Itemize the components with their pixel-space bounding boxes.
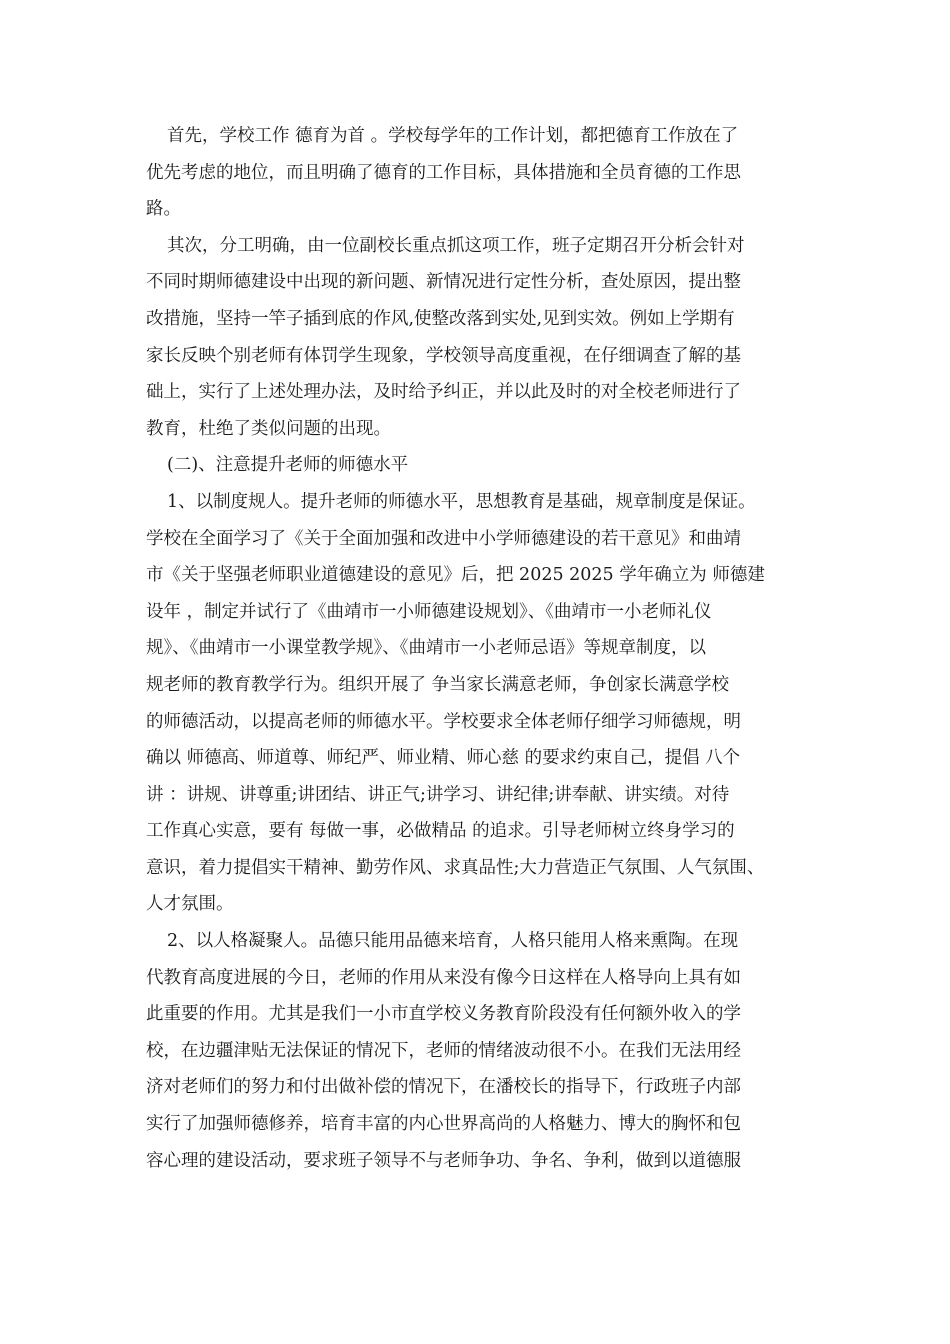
paragraph-line: 意识，着力提倡实干精神、勤劳作风、求真品性;大力营造正气氛围、人气氛围、 <box>146 857 765 878</box>
paragraph-line: 规》、《曲靖市一小课堂教学规》、《曲靖市一小老师忌语》等规章制度，以 <box>146 638 706 659</box>
paragraph-line: 学校在全面学习了《关于全面加强和改进中小学师德建设的若干意见》和曲靖 <box>146 528 741 549</box>
paragraph-line: 的师德活动，以提高老师的师德水平。学校要求全体老师仔细学习师德规，明 <box>146 711 741 732</box>
paragraph-line: 2、以人格凝聚人。品德只能用品德来培育，人格只能用人格来熏陶。在现 <box>167 931 739 952</box>
section-heading: (二)、注意提升老师的师德水平 <box>167 455 409 476</box>
paragraph-line: 改措施，坚持一竿子插到底的作风,使整改落到实处,见到实效。例如上学期有 <box>146 308 735 329</box>
paragraph-line: 讲 ：讲规、讲尊重;讲团结、讲正气;讲学习、讲纪律;讲奉献、讲实绩。对待 <box>146 784 730 805</box>
paragraph-line: 校，在边疆津贴无法保证的情况下，老师的情绪波动很不小。在我们无法用经 <box>146 1040 741 1061</box>
paragraph-line: 规老师的教育教学行为。组织开展了 争当家长满意老师，争创家长满意学校 <box>146 674 730 695</box>
paragraph-line: 工作真心实意，要有 每做一事，必做精品 的追求。引导老师树立终身学习的 <box>146 821 735 842</box>
paragraph-line: 人才氛围。 <box>146 894 234 915</box>
paragraph-line: 济对老师们的努力和付出做补偿的情况下，在潘校长的指导下，行政班子内部 <box>146 1077 741 1098</box>
paragraph-line: 确以 师德高、师道尊、师纪严、师业精、师心慈 的要求约束自己，提倡 八个 <box>146 748 741 769</box>
document-body <box>146 118 826 1179</box>
paragraph-line: 教育，杜绝了类似问题的出现。 <box>146 418 391 439</box>
paragraph-line: 不同时期师德建设中出现的新问题、新情况进行定性分析，查处原因，提出整 <box>146 272 741 293</box>
paragraph-line: 首先，学校工作 德育为首 。学校每学年的工作计划，都把德育工作放在了 <box>167 126 739 146</box>
paragraph-line: 此重要的作用。尤其是我们一小市直学校义务教育阶段没有任何额外收入的学 <box>146 1004 741 1025</box>
paragraph-line: 1、以制度规人。提升老师的师德水平，思想教育是基础，规章制度是保证。 <box>167 491 756 512</box>
paragraph-line: 市《关于坚强老师职业道德建设的意见》后，把 2025 2025 学年确立为 师德建 <box>146 565 765 586</box>
paragraph-line: 优先考虑的地位，而且明确了德育的工作目标，具体措施和全员育德的工作思 <box>146 162 741 183</box>
paragraph-line: 家长反映个别老师有体罚学生现象，学校领导高度重视，在仔细调查了解的基 <box>146 345 741 366</box>
paragraph-line: 实行了加强师德修养，培育丰富的内心世界高尚的人格魅力、博大的胸怀和包 <box>146 1114 741 1135</box>
paragraph-line: 代教育高度进展的今日，老师的作用从来没有像今日这样在人格导向上具有如 <box>146 967 741 988</box>
paragraph-line: 础上，实行了上述处理办法，及时给予纠正，并以此及时的对全校老师进行了 <box>146 382 741 403</box>
paragraph-line: 其次，分工明确，由一位副校长重点抓这项工作，班子定期召开分析会针对 <box>167 235 745 256</box>
paragraph-line: 容心理的建设活动，要求班子领导不与老师争功、争名、争利，做到以道德服 <box>146 1150 741 1171</box>
paragraph-line: 路。 <box>146 199 181 220</box>
paragraph-line: 设年 ，制定并试行了《曲靖市一小师德建设规划》、《曲靖市一小老师礼仪 <box>146 601 712 622</box>
